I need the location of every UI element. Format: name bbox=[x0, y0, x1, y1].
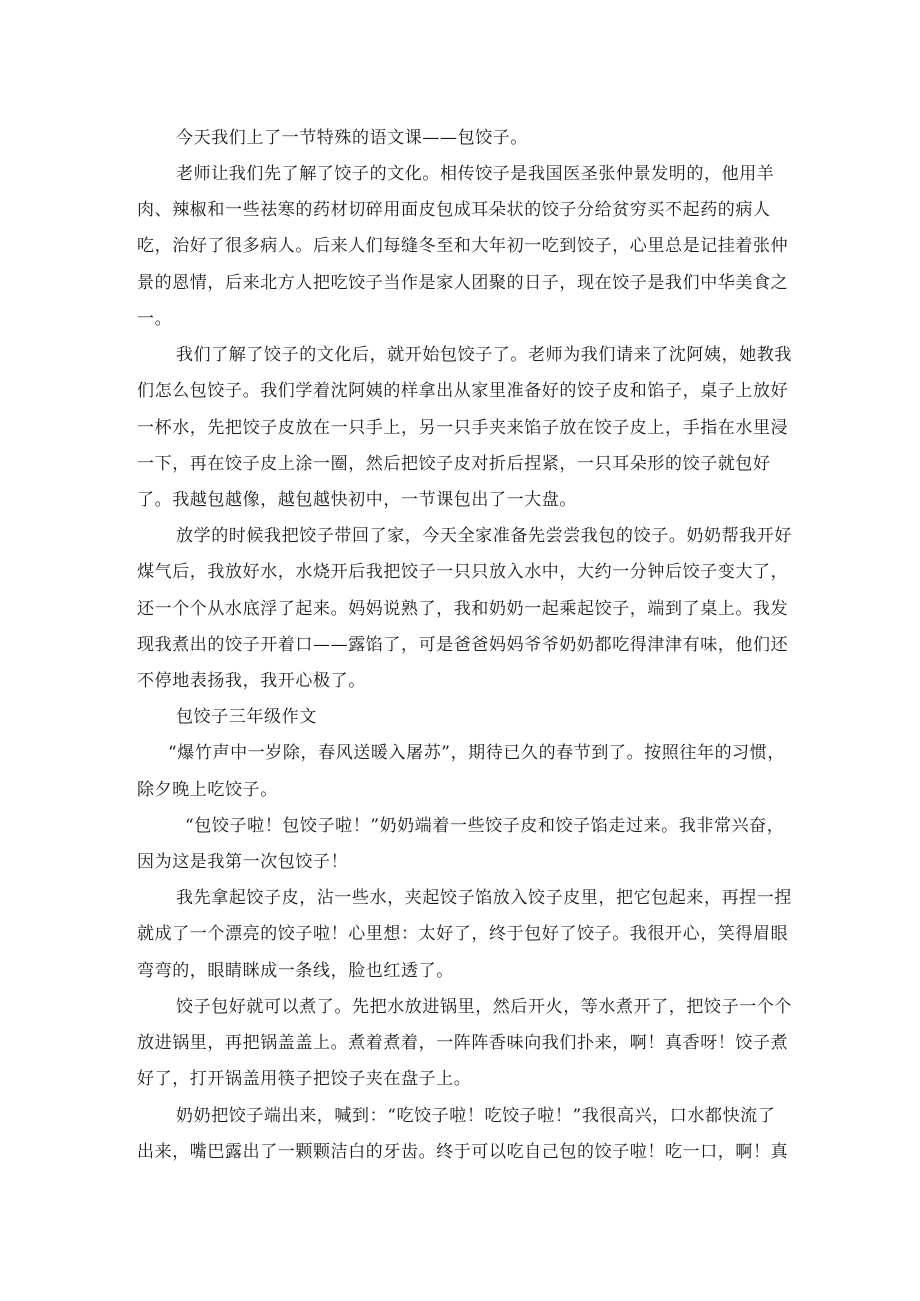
text-line: 景的恩情，后来北方人把吃饺子当作是家人团聚的日子，现在饺子是我们中华美食之 bbox=[137, 273, 789, 293]
text-line: 我先拿起饺子皮，沾一些水，夹起饺子馅放入饺子皮里，把它包起来，再捏一捏 bbox=[176, 888, 792, 908]
text-line: 除夕晚上吃饺子。 bbox=[137, 780, 278, 800]
text-line: 一杯水，先把饺子皮放在一只手上，另一只手夹来馅子放在饺子皮上，手指在水里浸 bbox=[137, 418, 789, 438]
text-line: “爆竹声中一岁除，春风送暖入屠苏”，期待已久的春节到了。按照往年的习惯， bbox=[168, 743, 785, 763]
text-line: 一。 bbox=[137, 309, 173, 329]
text-line: 一下，再在饺子皮上涂一圈，然后把饺子皮对折后捏紧，一只耳朵形的饺子就包好 bbox=[137, 454, 771, 474]
text-line: 现我煮出的饺子开着口——露馅了，可是爸爸妈妈爷爷奶奶都吃得津津有味，他们还 bbox=[137, 635, 789, 655]
text-line: 老师让我们先了解了饺子的文化。相传饺子是我国医圣张仲景发明的，他用羊 bbox=[176, 164, 775, 184]
text-line: 出来，嘴巴露出了一颗颗洁白的牙齿。终于可以吃自己包的饺子啦！吃一口，啊！真 bbox=[137, 1142, 789, 1162]
text-line: 奶奶把饺子端出来，喊到：“吃饺子啦！吃饺子啦！”我很高兴，口水都快流了 bbox=[176, 1106, 776, 1126]
text-line: “包饺子啦！包饺子啦！”奶奶端着一些饺子皮和饺子馅走过来。我非常兴奋， bbox=[185, 816, 785, 836]
text-line: 弯弯的，眼睛眯成一条线，脸也红透了。 bbox=[137, 961, 454, 981]
text-line: 煤气后，我放好水，水烧开后我把饺子一只只放入水中，大约一分钟后饺子变大了， bbox=[137, 562, 789, 582]
text-line: 就成了一个漂亮的饺子啦！心里想：太好了，终于包好了饺子。我很开心，笑得眉眼 bbox=[137, 924, 789, 944]
text-line: 还一个个从水底浮了起来。妈妈说熟了，我和奶奶一起乘起饺子，端到了桌上。我发 bbox=[137, 599, 789, 619]
text-line: 放进锅里，再把锅盖盖上。煮着煮着，一阵阵香味向我们扑来，啊！真香呀！饺子煮 bbox=[137, 1033, 789, 1053]
text-line: 放学的时候我把饺子带回了家，今天全家准备先尝尝我包的饺子。奶奶帮我开好 bbox=[176, 526, 792, 546]
text-line: 我们了解了饺子的文化后，就开始包饺子了。老师为我们请来了沈阿姨，她教我 bbox=[176, 345, 792, 365]
text-line: 了。我越包越像，越包越快初中，一节课包出了一大盘。 bbox=[137, 490, 577, 510]
section-heading: 包饺子三年级作文 bbox=[176, 707, 317, 727]
text-line: 肉、辣椒和一些祛寒的药材切碎用面皮包成耳朵状的饺子分给贫穷买不起药的病人 bbox=[137, 200, 771, 220]
text-line: 们怎么包饺子。我们学着沈阿姨的样拿出从家里准备好的饺子皮和馅子，桌子上放好 bbox=[137, 381, 789, 401]
text-line: 好了，打开锅盖用筷子把饺子夹在盘子上。 bbox=[137, 1069, 472, 1089]
text-line: 饺子包好就可以煮了。先把水放进锅里，然后开火，等水煮开了，把饺子一个个 bbox=[176, 997, 792, 1017]
text-line: 吃，治好了很多病人。后来人们每缝冬至和大年初一吃到饺子，心里总是记挂着张仲 bbox=[137, 236, 789, 256]
text-line: 因为这是我第一次包饺子！ bbox=[137, 852, 349, 872]
text-line: 不停地表扬我，我开心极了。 bbox=[137, 671, 366, 691]
text-line: 今天我们上了一节特殊的语文课——包饺子。 bbox=[176, 128, 528, 148]
